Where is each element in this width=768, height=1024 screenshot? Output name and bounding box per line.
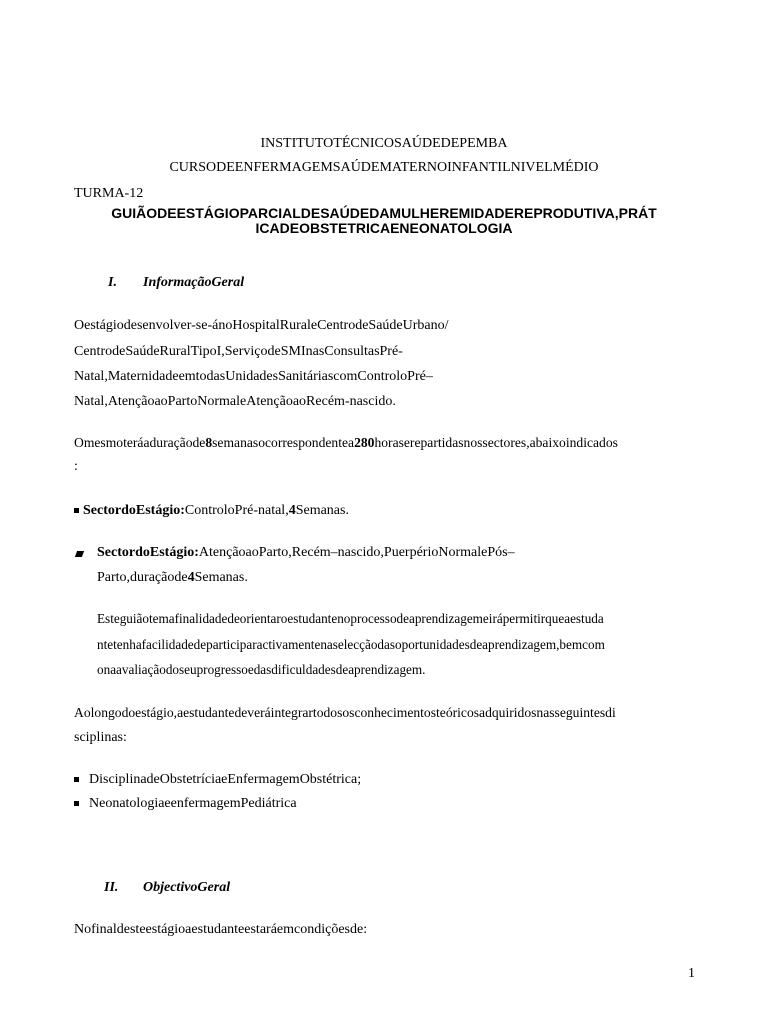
course-name: CURSODEENFERMAGEMSAÚDEMATERNOINFANTILNIVELMÉDIO xyxy=(169,160,599,175)
bullet2-tail: Semanas. xyxy=(194,570,248,585)
page-number: 1 xyxy=(688,966,695,981)
discipline-label: DisciplinadeObstetríciaeEnfermagemObstétrica; xyxy=(89,772,362,787)
para3-line3: onaavaliaçãodoseuprogressoedasdificuldadesdeaprendizagem. xyxy=(97,662,426,677)
discipline-item xyxy=(74,772,361,788)
para2-mid: semanasocorrespondentea xyxy=(212,435,355,450)
bullet2-text: AtençãoaoParto,Recém–nascido,PuerpérioNormalePós– xyxy=(198,545,515,560)
guide-title-line2: ICADEOBSTETRICAENEONATOLOGIA xyxy=(255,220,513,236)
para4-line2: sciplinas: xyxy=(74,730,127,745)
bullet1-label: SectordoEstágio: xyxy=(83,503,185,518)
bullet2-line2 xyxy=(97,570,248,586)
class-label: TURMA-12 xyxy=(74,186,144,201)
bullet-square-icon xyxy=(74,777,79,782)
section1-title: InformaçãoGeral xyxy=(143,275,245,290)
guide-title-line1: GUIÃODEESTÁGIOPARCIALDESAÚDEDAMULHEREMIDADEREPRODUTIVA,PRÁT xyxy=(111,205,657,221)
bullet2-line1 xyxy=(97,545,515,561)
para2-pre: Omesmoteráaduraçãode xyxy=(74,435,206,450)
bullet2-line2-pre: Parto,duraçãode xyxy=(97,570,188,585)
para4-line1: Aolongodoestágio,aestudantedeveráintegrartodososconhecimentosteóricosadquiridosnasseguintesdi xyxy=(74,705,616,720)
para2-line2: : xyxy=(74,459,78,474)
bullet-square-icon xyxy=(74,508,79,513)
discipline-item xyxy=(74,796,297,812)
bullet1-text: ControloPré-natal, xyxy=(184,503,289,518)
bullet2-num: 4 xyxy=(187,570,195,585)
para1-line1: Oestágiodesenvolver-se-ánoHospitalRuraleCentrodeSaúdeUrbano/ xyxy=(74,318,449,333)
para2-post: horaserepartidasnossectores,abaixoindicados xyxy=(374,435,618,450)
section2-number: II. xyxy=(104,880,119,895)
para1-line3: Natal,MaternidadeemtodasUnidadesSanitáriascomControloPré– xyxy=(74,369,433,384)
discipline-label: NeonatologiaeenfermagemPediátrica xyxy=(89,796,297,811)
para2-hours: 280 xyxy=(354,435,375,450)
section2-intro: Nofinaldesteestágioaestudanteestaráemcondiçõesde: xyxy=(74,922,368,937)
para1-line4: Natal,AtençãoaoPartoNormaleAtençãoaoRecém-nascido. xyxy=(74,394,396,409)
para3-line1: Esteguiãotemafinalidadedeorientaroestudantenoprocessodeaprendizagemeirápermitirqueaestuda xyxy=(97,611,604,626)
bullet1-tail: Semanas. xyxy=(295,503,349,518)
section2-title: ObjectivoGeral xyxy=(143,880,231,895)
bullet2-square-icon xyxy=(76,546,83,562)
section1-number: I. xyxy=(108,275,117,290)
bullet2-label: SectordoEstágio: xyxy=(97,545,199,560)
bullet-square-icon xyxy=(74,801,79,806)
para1-line2: CentrodeSaúdeRuralTipoI,ServiçodeSMInasConsultasPré- xyxy=(74,344,403,359)
para2-line1 xyxy=(74,435,618,451)
para2-weeks: 8 xyxy=(205,435,213,450)
institute-name: INSTITUTOTÉCNICOSAÚDEDEPEMBA xyxy=(260,136,508,151)
bullet1-num: 4 xyxy=(288,503,296,518)
bullet1 xyxy=(74,503,349,519)
para3-line2: ntetenhafacilidadedeparticiparactivamentenaselecçãodasoportunidadesdeaprendizagem,bemcom xyxy=(97,637,605,652)
